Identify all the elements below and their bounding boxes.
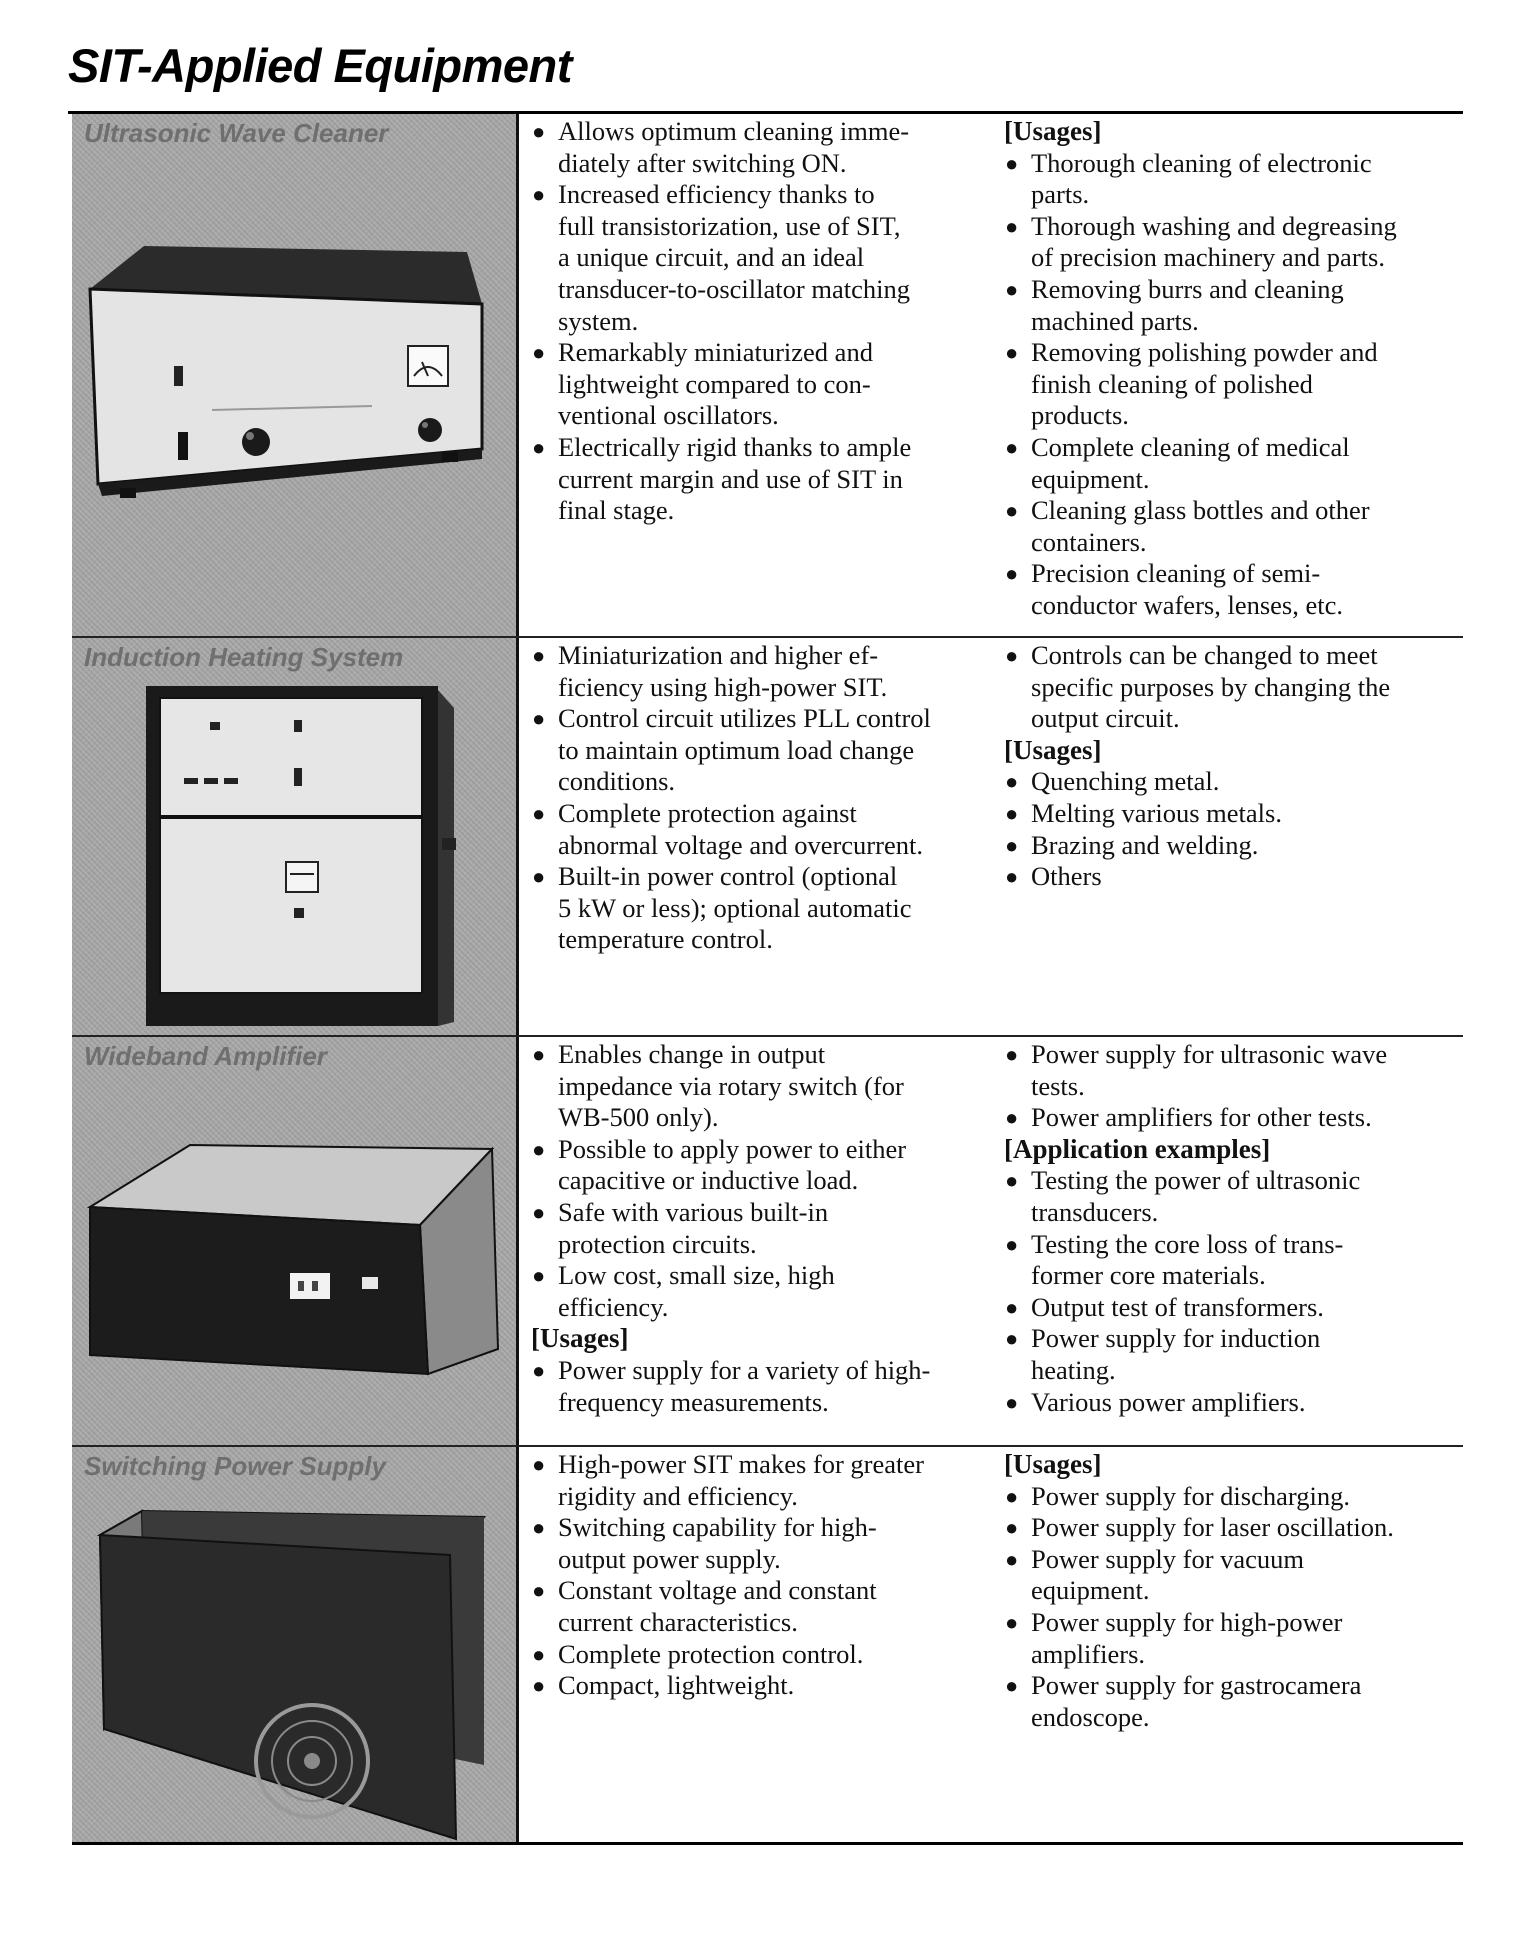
usages-heading: [Usages]	[531, 1323, 629, 1354]
feature-item: ● Possible to apply power to either capacitive or inductive load.	[531, 1134, 983, 1197]
product-title: Wideband Amplifier	[84, 1041, 327, 1071]
feature-item: ● Low cost, small size, high efficiency.	[531, 1260, 983, 1323]
ultrasonic-usages	[1004, 116, 1464, 622]
bottom-rule	[72, 1842, 1463, 1845]
feature-item: ● Increased efficiency thanks to full transistorization, use of SIT, a unique circuit, and an ideal transducer-to-oscillator matching system.	[531, 179, 979, 337]
feature-item: ● Remarkably miniaturized and lightweight compared to con- ventional oscillators.	[531, 337, 979, 432]
induction-usages	[1004, 640, 1464, 893]
feature-item: ● Control circuit utilizes PLL control to maintain optimum load change conditions.	[531, 703, 979, 798]
usage-item: ● Removing polishing powder and finish cleaning of polished products.	[1004, 337, 1464, 432]
feature-item: ● Allows optimum cleaning imme- diately after switching ON.	[531, 116, 979, 179]
usage-item: ● Cleaning glass bottles and other containers.	[1004, 495, 1464, 558]
feature-item: ● Compact, lightweight.	[531, 1670, 983, 1702]
wideband-usages	[1004, 1039, 1464, 1418]
feature-item: ● Constant voltage and constant current characteristics.	[531, 1575, 983, 1638]
example-item: ● Various power amplifiers.	[1004, 1387, 1464, 1419]
wideband-amplifier-photo	[72, 1037, 516, 1445]
induction-heater-photo	[72, 638, 516, 1035]
feature-item: ● Switching capability for high- output power supply.	[531, 1512, 983, 1575]
usage-item: ● Others	[1004, 861, 1464, 893]
usage-item: ● Power supply for gastrocamera endoscope.	[1004, 1670, 1464, 1733]
usage-item: ● Melting various metals.	[1004, 798, 1464, 830]
usage-item: ● Thorough cleaning of electronic parts.	[1004, 148, 1464, 211]
usage-item: ● Precision cleaning of semi- conductor wafers, lenses, etc.	[1004, 558, 1464, 621]
ultrasonic-features	[531, 116, 979, 527]
feature-item: ● Safe with various built-in protection circuits.	[531, 1197, 983, 1260]
usage-item: ● Power amplifiers for other tests.	[1004, 1102, 1464, 1134]
usage-item: ● Power supply for high-power amplifiers.	[1004, 1607, 1464, 1670]
usage-item: ● Brazing and welding.	[1004, 830, 1464, 862]
switching-features	[531, 1449, 983, 1702]
feature-item: ● Electrically rigid thanks to ample current margin and use of SIT in final stage.	[531, 432, 979, 527]
feature-item: ● Miniaturization and higher ef- ficiency using high-power SIT.	[531, 640, 979, 703]
product-title: Ultrasonic Wave Cleaner	[84, 118, 389, 148]
feature-item: ● Complete protection control.	[531, 1639, 983, 1671]
example-item: ● Testing the core loss of trans- former core materials.	[1004, 1229, 1464, 1292]
usage-item: ● Power supply for a variety of high- frequency measurements.	[531, 1355, 983, 1418]
page-title: SIT-Applied Equipment	[68, 39, 572, 92]
induction-features	[531, 640, 979, 956]
note-item: ● Controls can be changed to meet specific purposes by changing the output circuit.	[1004, 640, 1464, 735]
feature-item: ● Enables change in output impedance via rotary switch (for WB-500 only).	[531, 1039, 983, 1134]
product-title: Induction Heating System	[84, 642, 404, 672]
usage-item: ● Thorough washing and degreasing of precision machinery and parts.	[1004, 211, 1464, 274]
usages-heading: [Usages]	[1004, 116, 1102, 146]
ultrasonic-cleaner-photo	[72, 114, 516, 636]
product-title: Switching Power Supply	[84, 1451, 386, 1481]
usage-item: ● Power supply for laser oscillation.	[1004, 1512, 1464, 1544]
example-item: ● Power supply for induction heating.	[1004, 1323, 1464, 1386]
column-divider	[516, 114, 519, 1842]
switching-usages	[1004, 1449, 1464, 1733]
example-item: ● Output test of transformers.	[1004, 1292, 1464, 1324]
feature-item: ● Built-in power control (optional 5 kW or less); optional automatic temperature control.	[531, 861, 979, 956]
wideband-features	[531, 1039, 983, 1418]
feature-item: ● High-power SIT makes for greater rigidity and efficiency.	[531, 1449, 983, 1512]
usage-item: ● Complete cleaning of medical equipment.	[1004, 432, 1464, 495]
usage-item: ● Power supply for vacuum equipment.	[1004, 1544, 1464, 1607]
usages-heading: [Usages]	[1004, 734, 1102, 765]
usage-item: ● Power supply for discharging.	[1004, 1481, 1464, 1513]
example-item: ● Testing the power of ultrasonic transducers.	[1004, 1165, 1464, 1228]
usages-heading: [Usages]	[1004, 1449, 1102, 1479]
usage-item: ● Removing burrs and cleaning machined parts.	[1004, 274, 1464, 337]
examples-heading: [Application examples]	[1004, 1133, 1271, 1164]
usage-item: ● Quenching metal.	[1004, 766, 1464, 798]
usage-item: ● Power supply for ultrasonic wave tests.	[1004, 1039, 1464, 1102]
switching-power-supply-photo	[72, 1447, 516, 1842]
feature-item: ● Complete protection against abnormal voltage and overcurrent.	[531, 798, 979, 861]
